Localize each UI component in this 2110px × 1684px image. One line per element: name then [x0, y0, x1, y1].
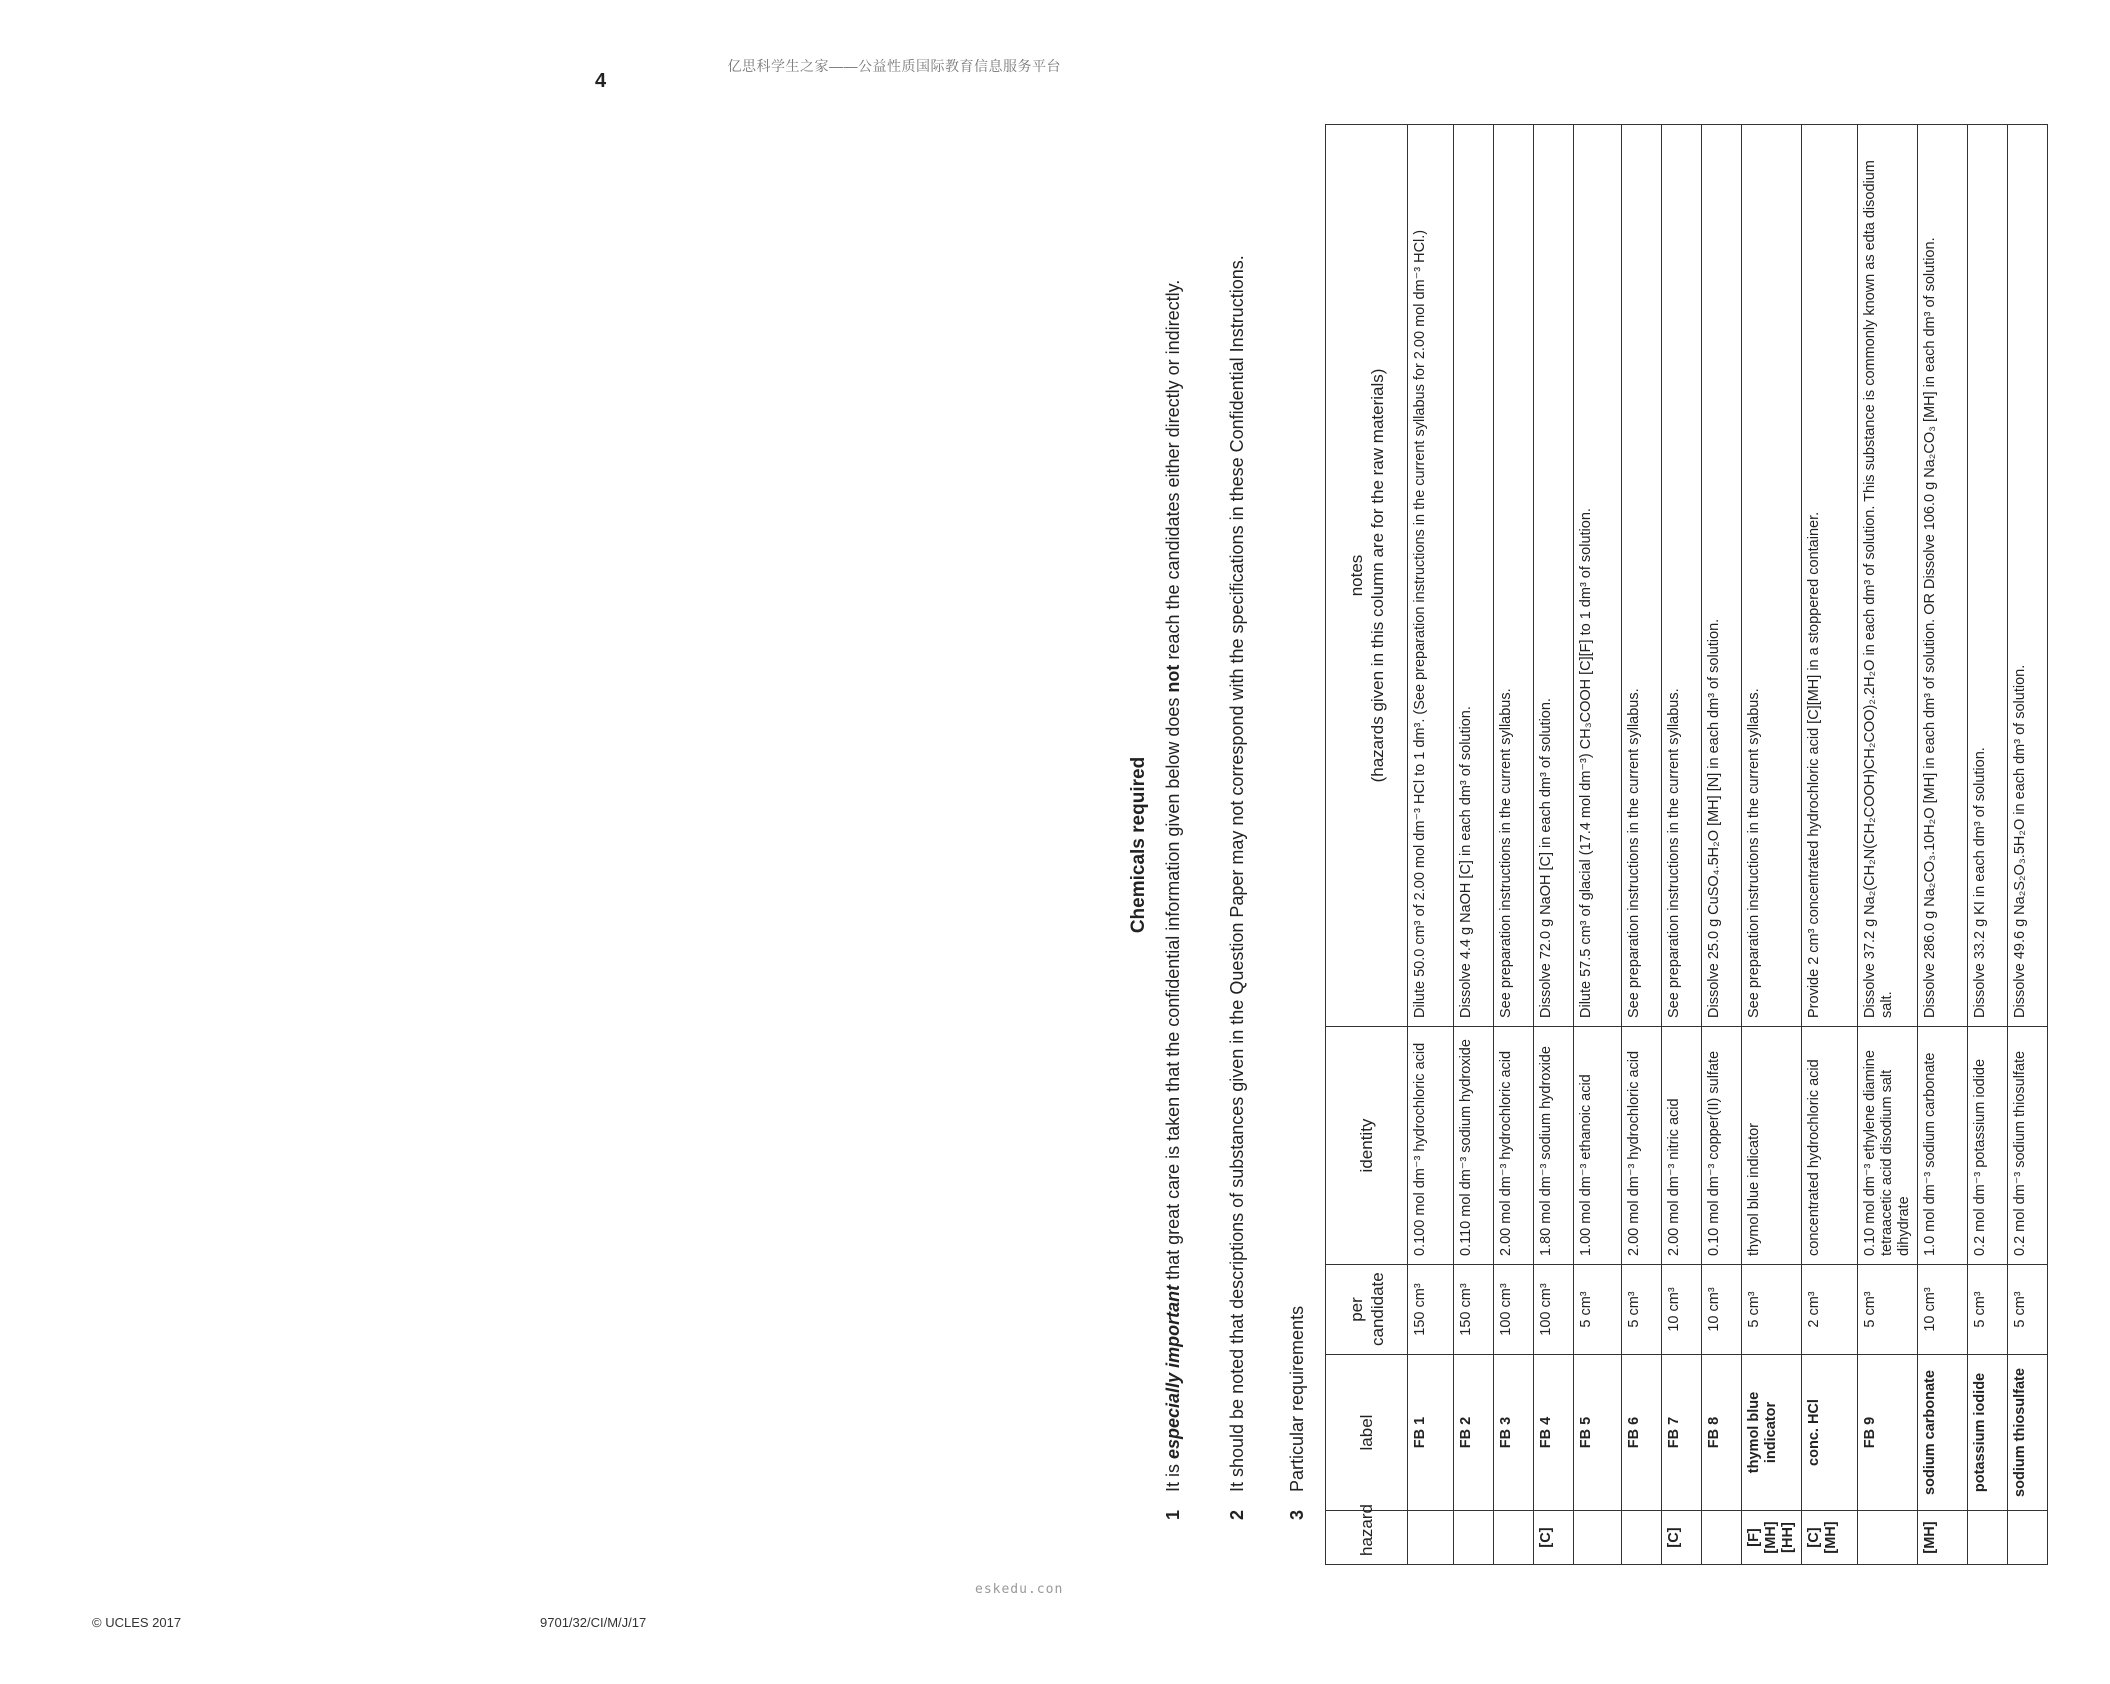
- col-notes: [1326, 125, 1408, 1027]
- notes-cell: Provide 2 cm³ concentrated hydrochloric acid [C][MH] in a stoppered container.: [1802, 125, 1858, 1027]
- label-cell: FB 7: [1662, 1355, 1702, 1511]
- table-row: [1802, 125, 1858, 1565]
- label-cell: FB 1: [1408, 1355, 1454, 1511]
- identity-cell: 2.00 mol dm⁻³ hydrochloric acid: [1494, 1027, 1534, 1265]
- table-row: [1454, 125, 1494, 1565]
- identity-cell: thymol blue indicator: [1742, 1027, 1802, 1265]
- label-cell: FB 5: [1574, 1355, 1622, 1511]
- label-cell: FB 2: [1454, 1355, 1494, 1511]
- identity-cell: 1.80 mol dm⁻³ sodium hydroxide: [1534, 1027, 1574, 1265]
- per-candidate-cell: 10 cm³: [1662, 1265, 1702, 1355]
- label-cell: potassium iodide: [1968, 1355, 2008, 1511]
- hazard-cell: [MH]: [1918, 1511, 1968, 1565]
- identity-cell: concentrated hydrochloric acid: [1802, 1027, 1858, 1265]
- rotated-content: [1110, 125, 2110, 1565]
- table-row: [1702, 125, 1742, 1565]
- text-part: It is: [1163, 1458, 1183, 1492]
- notes-cell: Dissolve 33.2 g KI in each dm³ of solution.: [1968, 125, 2008, 1027]
- table-row: [1918, 125, 1968, 1565]
- text-part: reach the candidates either directly or indirectly.: [1163, 279, 1183, 665]
- per-candidate-cell: 150 cm³: [1454, 1265, 1494, 1355]
- item-number: 3: [1287, 1509, 1307, 1520]
- label-cell: FB 6: [1622, 1355, 1662, 1511]
- per-candidate-cell: 5 cm³: [1968, 1265, 2008, 1355]
- identity-cell: 1.0 mol dm⁻³ sodium carbonate: [1918, 1027, 1968, 1265]
- notes-cell: Dissolve 286.0 g Na₂CO₃.10H₂O [MH] in each dm³ of solution. OR Dissolve 106.0 g Na₂CO₃ [MH] in each dm³ of solution.: [1918, 125, 1968, 1027]
- identity-cell: 0.10 mol dm⁻³ ethylene diamine tetraacetic acid disodium salt dihydrate: [1858, 1027, 1918, 1265]
- instruction-text: [1162, 150, 1184, 1492]
- identity-cell: 0.10 mol dm⁻³ copper(II) sulfate: [1702, 1027, 1742, 1265]
- label-cell: FB 9: [1858, 1355, 1918, 1511]
- per-candidate-cell: 5 cm³: [1858, 1265, 1918, 1355]
- per-candidate-cell: 150 cm³: [1408, 1265, 1454, 1355]
- per-candidate-cell: 100 cm³: [1534, 1265, 1574, 1355]
- col-label: label: [1326, 1355, 1408, 1511]
- notes-cell: Dissolve 37.2 g Na₂(CH₂N(CH₂COOH)CH₂COO)₂.2H₂O in each dm³ of solution. This substance is commonly known as edta disodium salt.: [1858, 125, 1918, 1027]
- footer-code: 9701/32/CI/M/J/17: [540, 1615, 647, 1630]
- per-candidate-cell: 5 cm³: [1622, 1265, 1662, 1355]
- identity-cell: 0.2 mol dm⁻³ potassium iodide: [1968, 1027, 2008, 1265]
- notes-cell: See preparation instructions in the current syllabus.: [1742, 125, 1802, 1027]
- notes-cell: Dissolve 4.4 g NaOH [C] in each dm³ of solution.: [1454, 125, 1494, 1027]
- hazard-cell: [1454, 1511, 1494, 1565]
- table-row: [1968, 125, 2008, 1565]
- hazard-cell: [1702, 1511, 1742, 1565]
- notes-subtitle: (hazards given in this column are for the raw materials): [1367, 368, 1387, 783]
- item-number: 1: [1163, 1509, 1183, 1520]
- identity-cell: 0.100 mol dm⁻³ hydrochloric acid: [1408, 1027, 1454, 1265]
- table-row: [1662, 125, 1702, 1565]
- identity-cell: 1.00 mol dm⁻³ ethanoic acid: [1574, 1027, 1622, 1265]
- bold-text: not: [1163, 664, 1183, 693]
- notes-cell: Dissolve 49.6 g Na₂S₂O₃.5H₂O in each dm³ of solution.: [2008, 125, 2048, 1027]
- notes-cell: Dilute 57.5 cm³ of glacial (17.4 mol dm⁻³) CH₃COOH [C][F] to 1 dm³ of solution.: [1574, 125, 1622, 1027]
- col-identity: identity: [1326, 1027, 1408, 1265]
- per-candidate-cell: 10 cm³: [1918, 1265, 1968, 1355]
- label-cell: FB 4: [1534, 1355, 1574, 1511]
- table-row: [1574, 125, 1622, 1565]
- chemicals-table: [1325, 124, 2048, 1565]
- label-cell: sodium thiosulfate: [2008, 1355, 2048, 1511]
- per-candidate-cell: 5 cm³: [1574, 1265, 1622, 1355]
- hazard-cell: [C]: [1534, 1511, 1574, 1565]
- header-watermark: 亿思科学生之家——公益性质国际教育信息服务平台: [727, 58, 1061, 74]
- notes-cell: Dilute 50.0 cm³ of 2.00 mol dm⁻³ HCl to 1 dm³. (See preparation instructions in the current syllabus for 2.00 mol dm⁻³ HCl.): [1408, 125, 1454, 1027]
- hazard-cell: [1968, 1511, 2008, 1565]
- notes-title: notes: [1346, 554, 1366, 597]
- per-candidate-cell: 2 cm³: [1802, 1265, 1858, 1355]
- identity-cell: 2.00 mol dm⁻³ hydrochloric acid: [1622, 1027, 1662, 1265]
- notes-cell: See preparation instructions in the current syllabus.: [1494, 125, 1534, 1027]
- text-part: that great care is taken that the confidential information given below does: [1163, 692, 1183, 1285]
- hazard-cell: [1858, 1511, 1918, 1565]
- hazard-cell: [C][MH]: [1802, 1511, 1858, 1565]
- hazard-cell: [1574, 1511, 1622, 1565]
- per-candidate-cell: 5 cm³: [1742, 1265, 1802, 1355]
- hazard-cell: [1494, 1511, 1534, 1565]
- per-candidate-cell: 100 cm³: [1494, 1265, 1534, 1355]
- table-row: [1622, 125, 1662, 1565]
- page-title: Chemicals required: [1128, 756, 1149, 934]
- emphasis-text: especially important: [1163, 1284, 1183, 1459]
- per-candidate-cell: 5 cm³: [2008, 1265, 2048, 1355]
- table-row: [1858, 125, 1918, 1565]
- notes-cell: See preparation instructions in the current syllabus.: [1662, 125, 1702, 1027]
- col-per-candidate: per candidate: [1326, 1265, 1408, 1355]
- hazard-cell: [F][MH] [HH]: [1742, 1511, 1802, 1565]
- label-cell: conc. HCl: [1802, 1355, 1858, 1511]
- table-header-row: [1326, 125, 1408, 1565]
- instruction-text: Particular requirements: [1287, 1305, 1307, 1492]
- label-cell: FB 3: [1494, 1355, 1534, 1511]
- col-hazard: hazard: [1326, 1511, 1408, 1565]
- hazard-cell: [1408, 1511, 1454, 1565]
- table-row: [1408, 125, 1454, 1565]
- item-number: 2: [1227, 1509, 1247, 1520]
- footer-site: eskedu.con: [975, 1582, 1064, 1597]
- hazard-cell: [C]: [1662, 1511, 1702, 1565]
- identity-cell: 0.110 mol dm⁻³ sodium hydroxide: [1454, 1027, 1494, 1265]
- table-row: [2008, 125, 2048, 1565]
- table-row: [1534, 125, 1574, 1565]
- label-cell: FB 8: [1702, 1355, 1742, 1511]
- notes-cell: Dissolve 72.0 g NaOH [C] in each dm³ of solution.: [1534, 125, 1574, 1027]
- label-cell: sodium carbonate: [1918, 1355, 1968, 1511]
- notes-cell: See preparation instructions in the current syllabus.: [1622, 125, 1662, 1027]
- hazard-cell: [1622, 1511, 1662, 1565]
- label-cell: thymol blue indicator: [1742, 1355, 1802, 1511]
- table-row: [1494, 125, 1534, 1565]
- table-row: [1742, 125, 1802, 1565]
- page-number: 4: [595, 70, 607, 92]
- footer-copyright: © UCLES 2017: [92, 1615, 182, 1630]
- identity-cell: 2.00 mol dm⁻³ nitric acid: [1662, 1027, 1702, 1265]
- instruction-text: It should be noted that descriptions of substances given in the Question Paper may not correspond with the specifications in these Confidential Instructions.: [1227, 255, 1247, 1492]
- notes-cell: Dissolve 25.0 g CuSO₄.5H₂O [MH] [N] in each dm³ of solution.: [1702, 125, 1742, 1027]
- identity-cell: 0.2 mol dm⁻³ sodium thiosulfate: [2008, 1027, 2048, 1265]
- per-candidate-cell: 10 cm³: [1702, 1265, 1742, 1355]
- hazard-cell: [2008, 1511, 2048, 1565]
